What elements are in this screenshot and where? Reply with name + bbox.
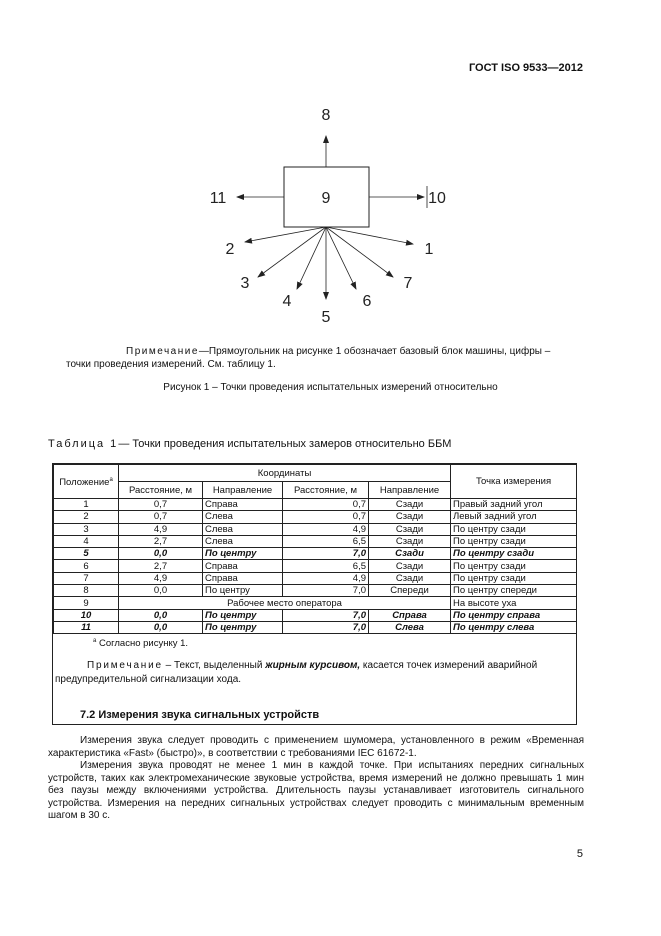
point-label-9: 9 <box>321 190 331 207</box>
cell-distance-2: 0,7 <box>283 499 369 511</box>
table-caption <box>48 438 451 450</box>
cell-distance-1: 4,9 <box>119 523 203 535</box>
cell-distance-2: 7,0 <box>283 621 369 633</box>
cell-distance-2: 4,9 <box>283 572 369 584</box>
table-row <box>54 621 577 633</box>
cell-point: По центру сзади <box>451 572 577 584</box>
paragraph-2: Измерения звука проводят не менее 1 мин в каждой точке. При испытаниях передних сигнальных устройств, таких как электромеханические звуковые устройства, время измерений не должно превышать 1 мин без паузы между включениями устройства. Длительность паузы устанавливает изготовитель сигнального устройства. Измерения на передних сигнальных устройствах следует проводить с минимальным временным шагом в 30 с. <box>48 760 584 821</box>
arrow-6 <box>326 227 356 289</box>
cell-point: По центру сзади <box>451 560 577 572</box>
cell-point: По центру слева <box>451 621 577 633</box>
cell-position: 7 <box>54 572 119 584</box>
cell-direction-2: Сзади <box>369 499 451 511</box>
point-label-10: 10 <box>428 190 446 207</box>
point-label-4: 4 <box>282 293 292 310</box>
cell-direction-2: Сзади <box>369 523 451 535</box>
point-label-2: 2 <box>225 241 235 258</box>
cell-point: По центру справа <box>451 609 577 621</box>
cell-direction-1: По центру <box>203 621 283 633</box>
table-row <box>54 548 577 560</box>
point-label-7: 7 <box>403 275 413 292</box>
cell-distance-1: 0,0 <box>119 609 203 621</box>
section-title: 7.2 Измерения звука сигнальных устройств <box>80 709 320 721</box>
header-distance-2: Расстояние, м <box>283 482 369 499</box>
arrow-4 <box>297 227 326 289</box>
cell-direction-2: Сзади <box>369 548 451 560</box>
point-label-3: 3 <box>240 275 250 292</box>
cell-position: 4 <box>54 535 119 547</box>
paragraph-1: Измерения звука следует проводить с применением шумомера, установленного в режим «Временная характеристика «Fast» (быстро)», в соответствии с требованиями IEC 61672-1. <box>48 735 584 759</box>
measurement-points-figure <box>0 0 661 340</box>
cell-distance-1: 0,7 <box>119 499 203 511</box>
cell-direction-2: Слева <box>369 621 451 633</box>
table-note: Примечание – Текст, выделенный жирным курсивом, касается точек измерений аварийной предупредительной сигнализации хода. <box>55 660 538 685</box>
cell-position: 3 <box>54 523 119 535</box>
figure-note-text: —Прямоугольник на рисунке 1 обозначает базовый блок машины, цифры – <box>198 346 551 357</box>
cell-direction-1: Слева <box>203 523 283 535</box>
cell-direction-1: По центру <box>203 585 283 597</box>
cell-direction-1: По центру <box>203 609 283 621</box>
header-position: Положение$^а$ <box>54 465 119 499</box>
point-label-6: 6 <box>362 293 372 310</box>
cell-position: 11 <box>54 621 119 633</box>
cell-direction-2: Справа <box>369 609 451 621</box>
cell-direction-1: По центру <box>203 548 283 560</box>
header-distance-1: Расстояние, м <box>119 482 203 499</box>
cell-position: 6 <box>54 560 119 572</box>
cell-position: 9 <box>54 597 119 609</box>
page-number: 5 <box>576 848 583 860</box>
cell-distance-1: 2,7 <box>119 560 203 572</box>
cell-direction-2: Спереди <box>369 585 451 597</box>
arrow-1 <box>326 227 413 244</box>
cell-direction-1: Справа <box>203 572 283 584</box>
cell-point: По центру сзади <box>451 523 577 535</box>
table-header-row <box>54 465 577 482</box>
arrow-2 <box>245 227 326 242</box>
cell-direction-2: Сзади <box>369 535 451 547</box>
table-row <box>54 572 577 584</box>
figure-note-text-2: точки проведения измерений. См. таблицу 1. <box>66 359 276 370</box>
cell-point: На высоте уха <box>451 597 577 609</box>
cell-distance-2: 4,9 <box>283 523 369 535</box>
table-row <box>54 597 577 609</box>
arrow-7 <box>326 227 393 277</box>
cell-distance-2: 6,5 <box>283 560 369 572</box>
cell-position: 1 <box>54 499 119 511</box>
cell-point: Правый задний угол <box>451 499 577 511</box>
table-row <box>54 560 577 572</box>
table-row <box>54 499 577 511</box>
cell-position: 8 <box>54 585 119 597</box>
cell-point: По центру сзади <box>451 535 577 547</box>
cell-direction-1: Справа <box>203 560 283 572</box>
point-label-8: 8 <box>321 107 331 124</box>
table-note-bold: жирным курсивом, <box>265 660 361 671</box>
cell-distance-2: 7,0 <box>283 609 369 621</box>
cell-direction-2: Сзади <box>369 560 451 572</box>
cell-distance-1: 0,7 <box>119 511 203 523</box>
measurement-table-frame <box>52 463 577 725</box>
cell-distance-2: 7,0 <box>283 548 369 560</box>
cell-distance-1: 0,0 <box>119 548 203 560</box>
table-note-label: Примечание <box>87 660 163 671</box>
table-row <box>54 609 577 621</box>
cell-distance-1: 0,0 <box>119 621 203 633</box>
table-label: Таблица 1 <box>48 438 119 450</box>
cell-distance-2: 6,5 <box>283 535 369 547</box>
cell-position: 2 <box>54 511 119 523</box>
header-coordinates: Координаты <box>119 465 451 482</box>
cell-position: 5 <box>54 548 119 560</box>
cell-distance-1: 0,0 <box>119 585 203 597</box>
table-row <box>54 523 577 535</box>
cell-point: По центру сзади <box>451 548 577 560</box>
point-label-1: 1 <box>424 241 434 258</box>
figure-note <box>66 345 576 371</box>
header-point: Точка измерения <box>451 465 577 499</box>
figure-caption: Рисунок 1 – Точки проведения испытательных измерений относительно <box>163 382 498 393</box>
table-row <box>54 585 577 597</box>
section-body <box>48 735 584 823</box>
cell-position: 10 <box>54 609 119 621</box>
cell-direction-2: Сзади <box>369 511 451 523</box>
table-row <box>54 535 577 547</box>
cell-direction-2: Сзади <box>369 572 451 584</box>
cell-distance-2: 7,0 <box>283 585 369 597</box>
header-direction-1: Направление <box>203 482 283 499</box>
figure-note-label: Примечание <box>126 346 199 357</box>
header-direction-2: Направление <box>369 482 451 499</box>
cell-point: По центру спереди <box>451 585 577 597</box>
point-label-5: 5 <box>321 309 331 326</box>
table-title: — Точки проведения испытательных замеров относительно ББМ <box>118 438 452 450</box>
cell-distance-1: 2,7 <box>119 535 203 547</box>
cell-point: Левый задний угол <box>451 511 577 523</box>
point-label-11: 11 <box>209 190 227 207</box>
cell-direction-1: Слева <box>203 511 283 523</box>
cell-distance-2: 0,7 <box>283 511 369 523</box>
cell-distance-1: 4,9 <box>119 572 203 584</box>
table-footnote: $^а$ Согласно рисунку 1. <box>93 638 189 650</box>
cell-merged: Рабочее место оператора <box>119 597 451 609</box>
arrow-3 <box>258 227 326 277</box>
document-header: ГОСТ ISO 9533—2012 <box>468 62 583 74</box>
cell-direction-1: Слева <box>203 535 283 547</box>
cell-direction-1: Справа <box>203 499 283 511</box>
table-row <box>54 511 577 523</box>
measurement-table <box>53 464 577 634</box>
